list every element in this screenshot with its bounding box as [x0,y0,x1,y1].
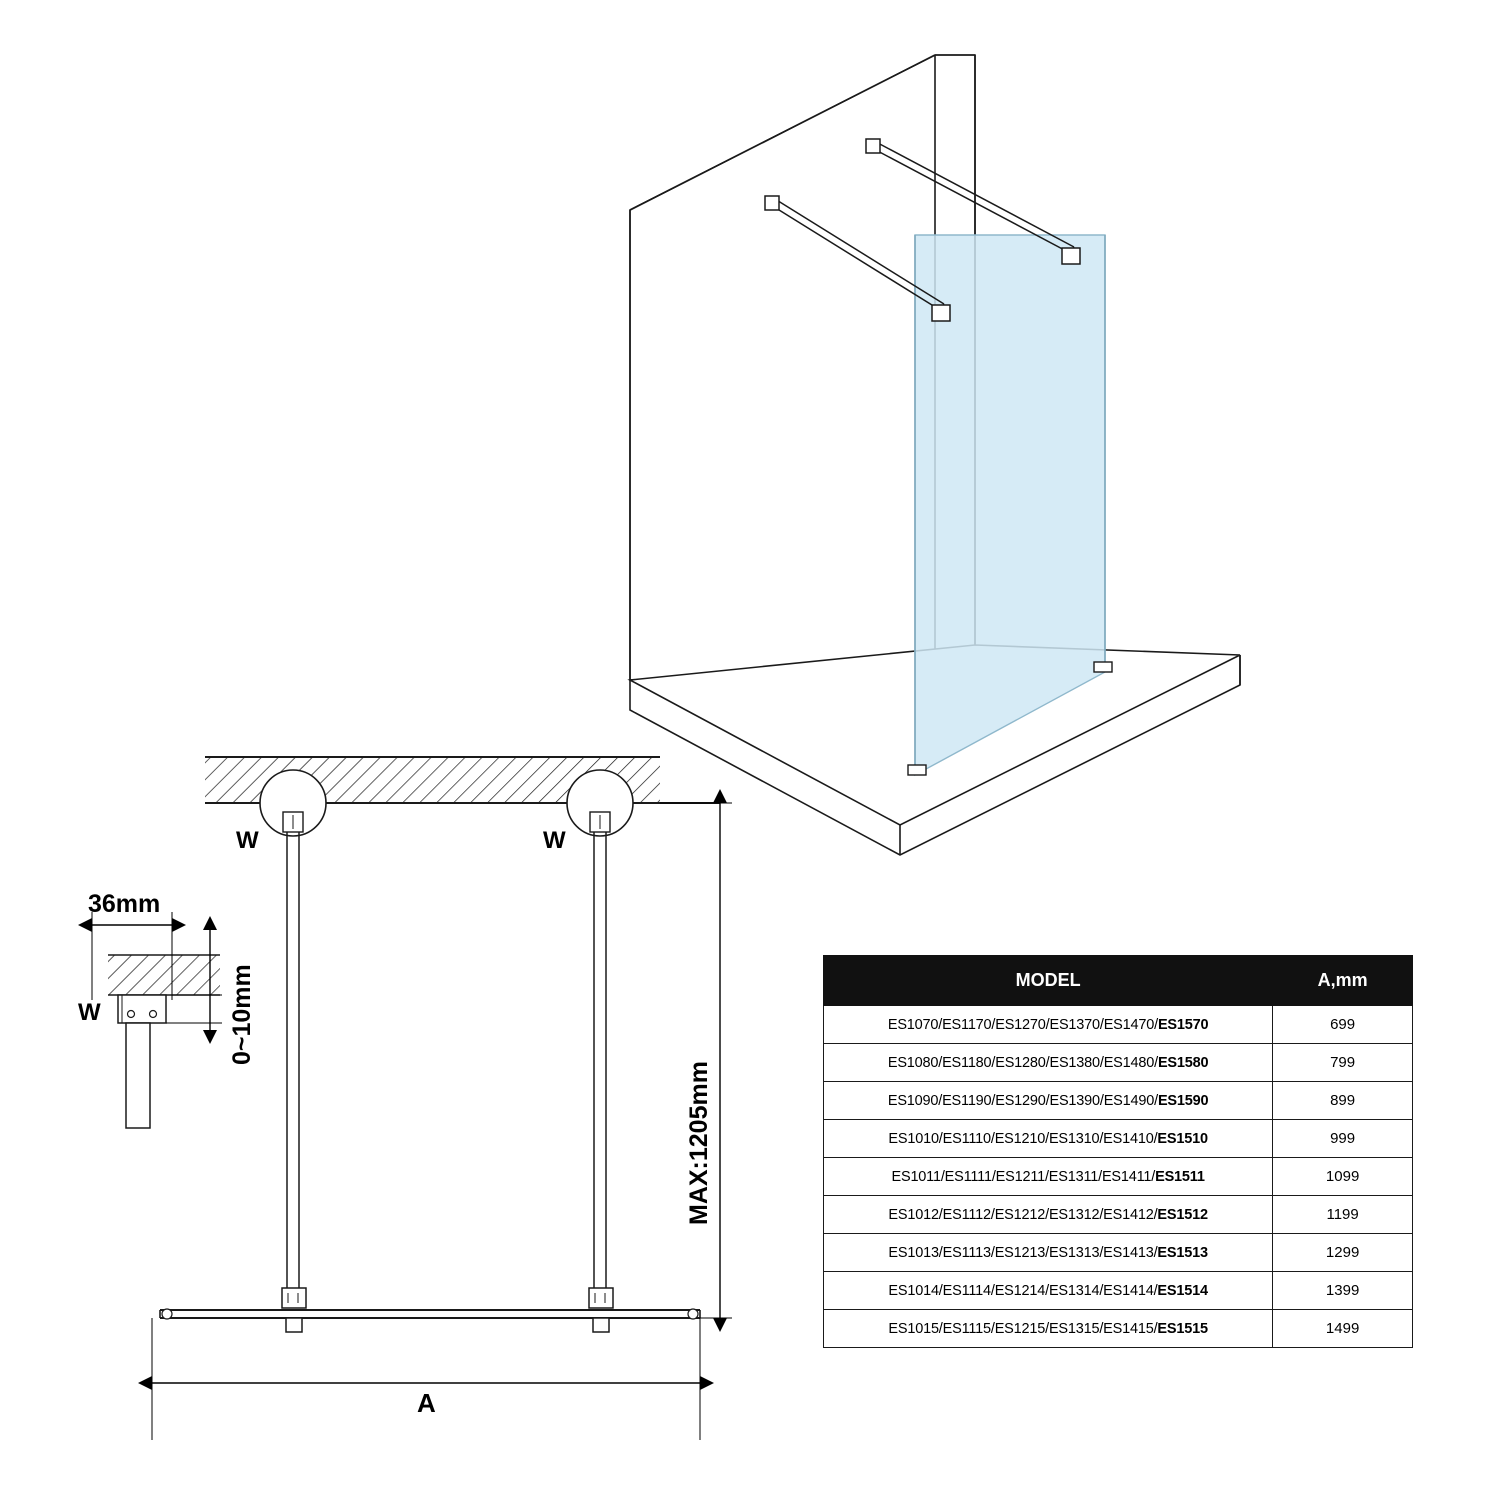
table-row [824,1234,1413,1272]
model-prefix: ES1090/ES1190/ES1290/ES1390/ES1490/ [887,1092,1158,1109]
plan-bracket-label-right: W [543,827,566,854]
table-row [824,1158,1413,1196]
cell-model [824,1044,1273,1082]
model-prefix: ES1011/ES1111/ES1211/ES1311/ES1411/ [891,1168,1156,1185]
detail-thickness-label: 36mm [88,890,161,918]
plan-view [152,757,732,1440]
model-highlight: ES1514 [1157,1282,1208,1299]
model-highlight: ES1513 [1157,1244,1208,1261]
table-body [824,1006,1413,1348]
table-row [824,1272,1413,1310]
cell-a-value: 1399 [1273,1272,1413,1310]
column-header-a: A,mm [1273,956,1413,1006]
model-prefix: ES1080/ES1180/ES1280/ES1380/ES1480/ [887,1054,1158,1071]
cell-a-value: 1299 [1273,1234,1413,1272]
model-prefix: ES1070/ES1170/ES1270/ES1370/ES1470/ [887,1016,1158,1033]
plan-max-height-label: MAX:1205mm [685,1061,713,1225]
spec-table-wrapper [823,955,1413,1348]
table-row [824,1006,1413,1044]
column-header-model: MODEL [824,956,1273,1006]
model-prefix: ES1013/ES1113/ES1213/ES1313/ES1413/ [888,1244,1158,1261]
cell-model [824,1082,1273,1120]
table-row [824,1196,1413,1234]
cell-model [824,1196,1273,1234]
cell-a-value: 999 [1273,1120,1413,1158]
cell-a-value: 1099 [1273,1158,1413,1196]
cell-a-value: 1199 [1273,1196,1413,1234]
table-row [824,1044,1413,1082]
plan-width-label: A [417,1388,436,1418]
detail-gap-label: 0~10mm [228,964,256,1065]
plan-bracket-label-left: W [236,827,259,854]
model-prefix: ES1012/ES1112/ES1212/ES1312/ES1412/ [888,1206,1158,1223]
model-highlight: ES1515 [1157,1320,1208,1337]
detail-bracket-label: W [78,999,101,1026]
cell-a-value: 799 [1273,1044,1413,1082]
table-row [824,1310,1413,1348]
cell-a-value: 899 [1273,1082,1413,1120]
cell-model [824,1272,1273,1310]
model-prefix: ES1015/ES1115/ES1215/ES1315/ES1415/ [888,1320,1158,1337]
model-spec-table [823,955,1413,1348]
model-highlight: ES1510 [1157,1130,1208,1147]
cell-model [824,1234,1273,1272]
model-highlight: ES1570 [1157,1016,1209,1033]
isometric-view [630,55,1240,855]
cell-a-value: 1499 [1273,1310,1413,1348]
table-header-row [824,956,1413,1006]
table-row [824,1120,1413,1158]
model-prefix: ES1010/ES1110/ES1210/ES1310/ES1410/ [888,1130,1158,1147]
model-highlight: ES1512 [1157,1206,1208,1223]
cell-model [824,1006,1273,1044]
cell-model [824,1310,1273,1348]
detail-view [92,912,222,1128]
cell-model [824,1158,1273,1196]
model-prefix: ES1014/ES1114/ES1214/ES1314/ES1414/ [888,1282,1158,1299]
cell-a-value: 699 [1273,1006,1413,1044]
cell-model [824,1120,1273,1158]
model-highlight: ES1590 [1157,1092,1209,1109]
table-row [824,1082,1413,1120]
model-highlight: ES1580 [1157,1054,1209,1071]
model-highlight: ES1511 [1155,1168,1205,1185]
